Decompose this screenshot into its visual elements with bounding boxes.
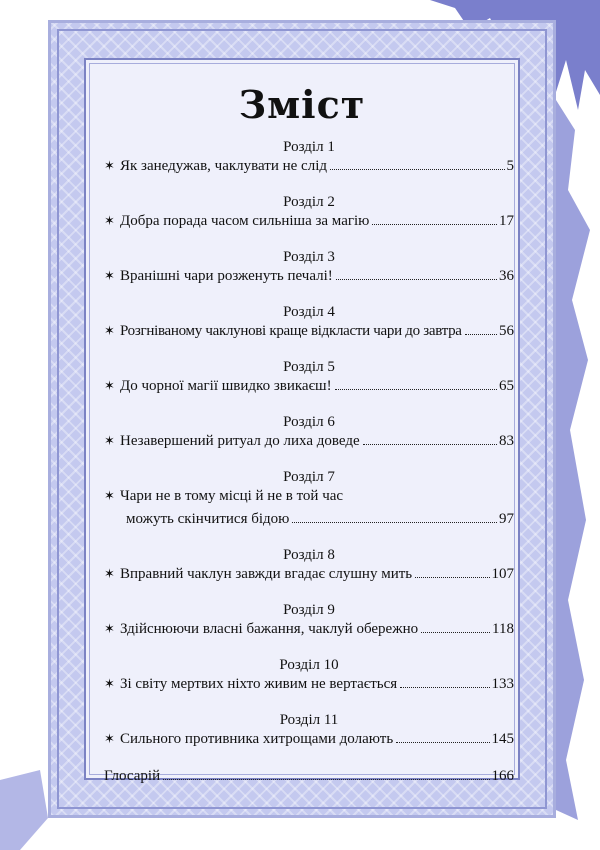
chapter-heading: Розділ 1	[283, 139, 335, 155]
chapter-heading: Розділ 2	[283, 194, 335, 210]
chapter-heading: Розділ 6	[283, 414, 335, 430]
chapter-title: Здійснюючи власні бажання, чаклуй обережно	[120, 621, 419, 637]
star-bullet-icon: ✶	[104, 213, 115, 228]
toc-entry[interactable]	[104, 376, 514, 396]
purple-splash-bottom-left	[0, 770, 48, 850]
dot-leader	[372, 224, 497, 225]
chapter-title: Вправний чаклун завжди вгадає слушну мить	[120, 566, 413, 582]
toc-entry[interactable]	[104, 729, 514, 749]
dot-leader	[421, 632, 490, 633]
chapter-heading: Розділ 7	[283, 469, 335, 485]
chapter-heading: Розділ 9	[283, 602, 335, 618]
page-number: 166	[491, 768, 514, 784]
chapter-heading: Розділ 11	[279, 712, 339, 728]
chapter-title: Добра порада часом сильніша за магію	[120, 213, 370, 229]
chapter-heading: Розділ 4	[283, 304, 335, 320]
toc-entry[interactable]	[104, 486, 514, 529]
star-bullet-icon: ✶	[104, 323, 115, 338]
page-number: 65	[499, 378, 514, 394]
glossary-label: Глосарій	[104, 768, 161, 784]
toc-entry-glossary[interactable]	[104, 766, 514, 786]
page-number: 83	[499, 433, 514, 449]
star-bullet-icon: ✶	[104, 158, 115, 173]
dot-leader	[396, 742, 489, 743]
page-number: 5	[506, 158, 514, 174]
purple-splash-right-edge	[556, 100, 590, 820]
star-bullet-icon: ✶	[104, 268, 115, 283]
toc-entry[interactable]	[104, 674, 514, 694]
page-number: 133	[491, 676, 514, 692]
toc-entry[interactable]	[104, 211, 514, 231]
chapter-title: Як занедужав, чаклувати не слід	[120, 158, 327, 174]
page-number: 118	[492, 621, 514, 637]
toc-entry[interactable]	[104, 564, 514, 584]
chapter-title: Зі світу мертвих ніхто живим не вертається	[120, 676, 398, 692]
toc-entry[interactable]	[104, 431, 514, 451]
page-number: 36	[499, 268, 514, 284]
toc-entry[interactable]	[104, 266, 514, 286]
chapter-title-block	[120, 486, 514, 529]
dot-leader	[292, 522, 497, 523]
page-number: 97	[499, 511, 514, 527]
table-of-contents	[104, 138, 514, 803]
toc-entry[interactable]	[104, 619, 514, 639]
dot-leader	[330, 169, 505, 170]
chapter-heading: Розділ 5	[283, 359, 335, 375]
star-bullet-icon: ✶	[104, 378, 115, 393]
dot-leader	[415, 577, 489, 578]
chapter-title: Вранішні чари розженуть печалі!	[120, 268, 333, 284]
chapter-heading: Розділ 10	[279, 657, 339, 673]
dot-leader	[363, 444, 497, 445]
toc-entry[interactable]	[104, 156, 514, 176]
page-number: 17	[499, 213, 514, 229]
chapter-title-line2-row	[120, 509, 514, 529]
star-bullet-icon: ✶	[104, 731, 115, 746]
chapter-title: Сильного противника хитрощами долають	[120, 731, 394, 747]
dot-leader	[163, 779, 489, 780]
star-bullet-icon: ✶	[104, 433, 115, 448]
chapter-title: До чорної магії швидко звикаєш!	[120, 378, 332, 394]
toc-entry[interactable]	[104, 321, 514, 341]
page-number: 56	[499, 323, 514, 339]
dot-leader	[465, 334, 497, 335]
dot-leader	[335, 389, 497, 390]
star-bullet-icon: ✶	[104, 566, 115, 581]
chapter-title-line1: Чари не в тому місці й не в той час	[120, 488, 344, 504]
page-number: 145	[491, 731, 514, 747]
star-bullet-icon: ✶	[104, 488, 115, 503]
dot-leader	[400, 687, 489, 688]
chapter-title-line2: можуть скінчитися бідою	[126, 511, 290, 527]
dot-leader	[336, 279, 497, 280]
chapter-heading: Розділ 3	[283, 249, 335, 265]
star-bullet-icon: ✶	[104, 676, 115, 691]
page-number: 107	[491, 566, 514, 582]
chapter-title: Розгніваному чаклунові краще відкласти чари до завтра	[120, 323, 462, 339]
page-title: Зміст	[238, 82, 366, 127]
chapter-heading: Розділ 8	[283, 547, 335, 563]
star-bullet-icon: ✶	[104, 621, 115, 636]
chapter-title: Незавершений ритуал до лиха доведе	[120, 433, 360, 449]
